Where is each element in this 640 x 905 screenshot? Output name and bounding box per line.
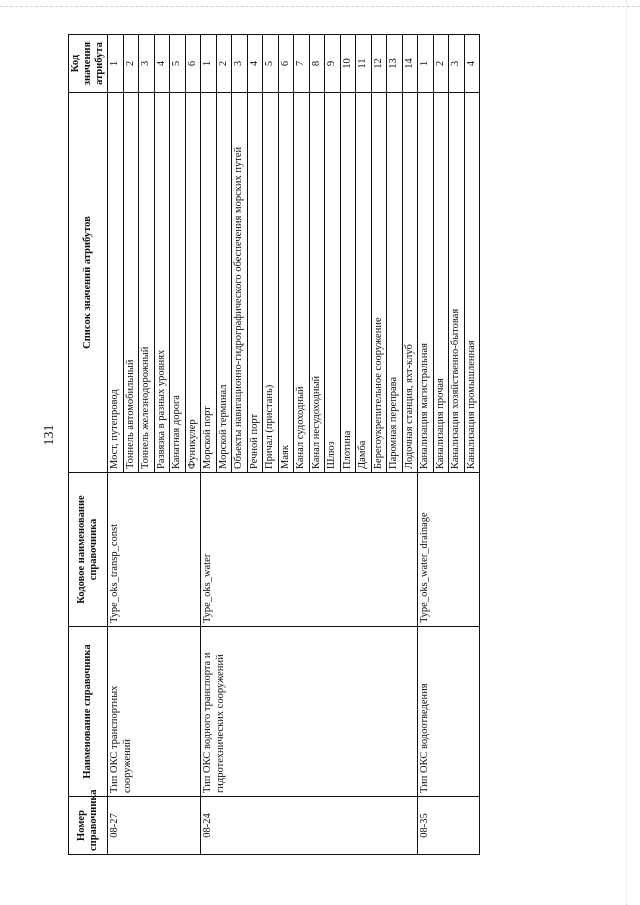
attribute-code: 5 [170, 35, 186, 93]
attribute-code: 4 [247, 35, 263, 93]
attribute-code: 6 [185, 35, 201, 93]
attribute-code: 14 [402, 35, 418, 93]
attribute-code: 1 [108, 35, 124, 93]
attribute-value: Тоннель железнодорожный [139, 93, 155, 473]
attribute-value: Дамба [356, 93, 372, 473]
attribute-code: 7 [294, 35, 310, 93]
attribute-value: Объекты навигационно-гидрографического обеспечения морских путей [232, 93, 248, 473]
group-number: 08-35 [418, 797, 480, 855]
attribute-value: Канал несудоходный [309, 93, 325, 473]
header-name: Наименование справочника [69, 627, 108, 797]
table-row [108, 35, 124, 855]
reference-table [68, 34, 480, 855]
attribute-value: Фуникулер [185, 93, 201, 473]
attribute-value: Морской терминал [216, 93, 232, 473]
attribute-value: Канал судоходный [294, 93, 310, 473]
group-name: Тип ОКС водоотведения [418, 627, 480, 797]
attribute-code: 8 [309, 35, 325, 93]
attribute-value: Канализация прочая [433, 93, 449, 473]
group-code: Type_oks_water [201, 473, 418, 627]
group-name: Тип ОКС транспортных сооружений [108, 627, 201, 797]
rotated-page [42, 15, 498, 855]
header-code: Кодовое наименование справочника [69, 473, 108, 627]
attribute-code: 3 [139, 35, 155, 93]
attribute-code: 2 [123, 35, 139, 93]
attribute-value: Канализация хозяйственно-бытовая [449, 93, 465, 473]
attribute-value: Причал (пристань) [263, 93, 279, 473]
table-row [201, 35, 217, 855]
attribute-value: Лодочная станция, яхт-клуб [402, 93, 418, 473]
group-name: Тип ОКС водного транспорта и гидротехнических сооружений [201, 627, 418, 797]
attribute-code: 1 [418, 35, 434, 93]
page-number: 131 [42, 424, 57, 446]
attribute-value: Речной порт [247, 93, 263, 473]
group-code: Type_oks_water_drainage [418, 473, 480, 627]
attribute-value: Шлюз [325, 93, 341, 473]
attribute-value: Канализация магистральная [418, 93, 434, 473]
attribute-code: 11 [356, 35, 372, 93]
attribute-value: Маяк [278, 93, 294, 473]
attribute-value: Паромная переправа [387, 93, 403, 473]
group-number: 08-27 [108, 797, 201, 855]
attribute-value: Тоннель автомобильный [123, 93, 139, 473]
table-row [418, 35, 434, 855]
attribute-value: Морской порт [201, 93, 217, 473]
scan-edge-right [626, 0, 628, 905]
attribute-code: 1 [201, 35, 217, 93]
attribute-code: 2 [216, 35, 232, 93]
attribute-value: Развязка в разных уровнях [154, 93, 170, 473]
attribute-code: 4 [154, 35, 170, 93]
scan-edge-top [0, 6, 640, 8]
attribute-value: Мост, путепровод [108, 93, 124, 473]
attribute-code: 2 [433, 35, 449, 93]
attribute-value: Берегоукрепительное сооружение [371, 93, 387, 473]
attribute-code: 4 [464, 35, 480, 93]
attribute-value: Плотина [340, 93, 356, 473]
group-code: Type_oks_transp_const [108, 473, 201, 627]
header-values: Список значений атрибутов [69, 93, 108, 473]
attribute-code: 3 [449, 35, 465, 93]
attribute-code: 5 [263, 35, 279, 93]
group-number: 08-24 [201, 797, 418, 855]
table-header-row [69, 35, 108, 855]
attribute-code: 3 [232, 35, 248, 93]
attribute-value: Канатная дорога [170, 93, 186, 473]
attribute-code: 13 [387, 35, 403, 93]
attribute-value: Канализация промышленная [464, 93, 480, 473]
header-number: Номер справочника [69, 797, 108, 855]
attribute-code: 10 [340, 35, 356, 93]
header-attr-code: Код значения атрибута [69, 35, 108, 93]
attribute-code: 6 [278, 35, 294, 93]
attribute-code: 9 [325, 35, 341, 93]
attribute-code: 12 [371, 35, 387, 93]
